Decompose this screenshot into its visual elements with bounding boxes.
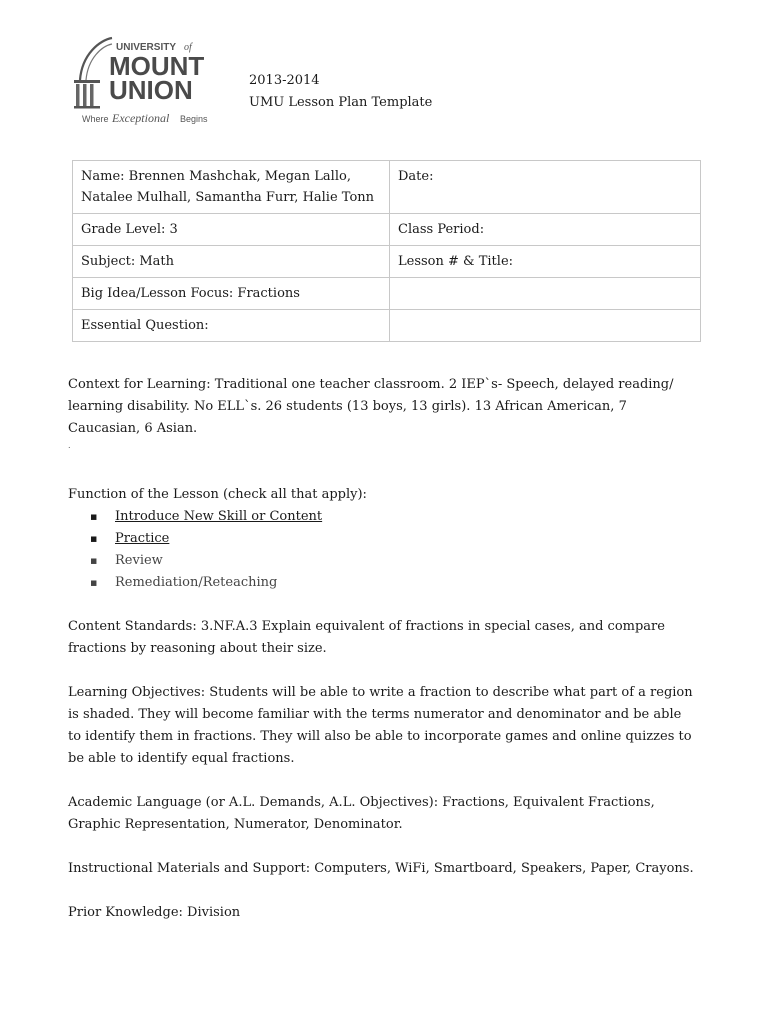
instructional-materials: Instructional Materials and Support: Computers, WiFi, Smartboard, Speakers, Paper, Crayons.	[68, 861, 694, 876]
function-list	[68, 506, 698, 594]
school-year: 2013-2014	[249, 73, 320, 88]
table-row	[73, 310, 701, 342]
logo-tagline-where: Where	[82, 114, 109, 124]
lesson-body	[68, 374, 698, 924]
bullet-icon: ▪	[90, 532, 98, 545]
big-idea-cell: Big Idea/Lesson Focus: Fractions	[73, 278, 390, 310]
class-period-cell: Class Period:	[390, 214, 701, 246]
document-header	[249, 70, 432, 114]
names-cell	[73, 161, 390, 214]
essential-question-cell: Essential Question:	[73, 310, 390, 342]
subject-cell: Subject: Math	[73, 246, 390, 278]
academic-language: Academic Language (or A.L. Demands, A.L. Objectives): Fractions, Equivalent Fractions, Graphic Representation, Numerator, Denominator.	[68, 795, 655, 832]
function-item-label: Remediation/Reteaching	[115, 575, 278, 590]
function-item-label: Introduce New Skill or Content	[115, 509, 323, 524]
document-title: UMU Lesson Plan Template	[249, 95, 433, 110]
logo-union-text: UNION	[109, 75, 193, 105]
names-line-2: Natalee Mulhall, Samantha Furr, Halie Tonn	[81, 190, 375, 205]
prior-knowledge: Prior Knowledge: Division	[68, 905, 241, 920]
table-row	[73, 214, 701, 246]
bullet-icon: ▪	[90, 510, 98, 523]
function-item-label: Practice	[115, 531, 170, 546]
bullet-icon: ▪	[90, 576, 98, 589]
date-cell: Date:	[390, 161, 701, 214]
context-for-learning: Context for Learning: Traditional one teacher classroom. 2 IEP`s- Speech, delayed reading/ learning disability. No ELL`s. 26 students (13 boys, 13 girls). 13 African American, 7 Caucasian, 6 Asian.	[68, 377, 674, 436]
dome-emblem-icon	[72, 36, 222, 128]
list-item	[90, 572, 698, 594]
logo-tagline-begins: Begins	[180, 114, 208, 124]
logo-of-text: of	[184, 42, 192, 53]
list-item	[90, 506, 698, 528]
stray-period: .	[68, 441, 71, 450]
bullet-icon: ▪	[90, 554, 98, 567]
function-heading: Function of the Lesson (check all that apply):	[68, 487, 367, 502]
content-standards: Content Standards: 3.NF.A.3 Explain equivalent of fractions in special cases, and compare fractions by reasoning about their size.	[68, 619, 665, 656]
lesson-title-cell: Lesson # & Title:	[390, 246, 701, 278]
grade-level-cell: Grade Level: 3	[73, 214, 390, 246]
empty-cell	[390, 278, 701, 310]
list-item	[90, 550, 698, 572]
logo-tagline-exceptional: Exceptional	[112, 111, 170, 125]
names-line-1: Name: Brennen Mashchak, Megan Lallo,	[81, 169, 351, 184]
table-row	[73, 161, 701, 214]
logo-mount-text: MOUNT	[109, 51, 205, 81]
list-item	[90, 528, 698, 550]
table-row	[73, 278, 701, 310]
function-item-label: Review	[115, 553, 163, 568]
learning-objectives: Learning Objectives: Students will be able to write a fraction to describe what part of a region is shaded. They will become familiar with the terms numerator and denominator and be able to identify them in fractions. They will also be able to incorporate games and online quizzes to be able to identify equal fractions.	[68, 685, 693, 766]
university-logo	[72, 36, 222, 128]
logo-university-text: UNIVERSITY	[116, 42, 177, 53]
lesson-info-table	[72, 160, 701, 342]
empty-cell	[390, 310, 701, 342]
table-row	[73, 246, 701, 278]
